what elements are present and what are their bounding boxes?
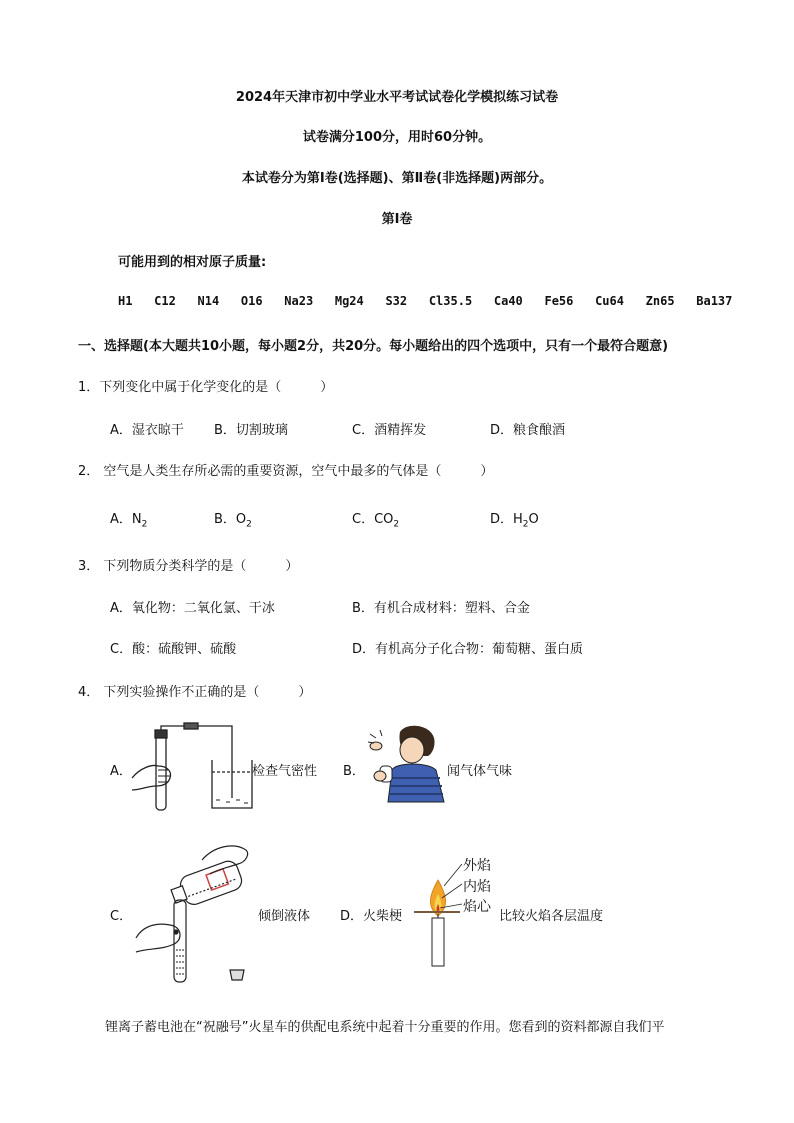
reading-passage: 锂离子蓄电池在“祝融号”火星车的供配电系统中起着十分重要的作用。您看到的资料都源自我们平 [105, 1020, 665, 1035]
atomic-mass-list [118, 294, 732, 308]
airtightness-check-figure [128, 720, 258, 812]
atomic-mass: C12 [154, 294, 176, 308]
atomic-mass: S32 [385, 294, 408, 308]
atomic-mass: O16 [240, 294, 263, 308]
q1-option-c: C．酒精挥发 [352, 423, 427, 438]
atomic-mass: Fe56 [544, 294, 574, 308]
q2-option-a: A．$N_2$ [110, 512, 148, 530]
pour-liquid-figure [130, 840, 258, 990]
q4-option-b-caption: 闻气体气味 [447, 764, 513, 779]
q4-option-b-letter: B． [343, 764, 365, 779]
q3-option-b: B．有机合成材料：塑料、合金 [352, 601, 530, 616]
q2-option-b: B．$O_2$ [214, 512, 252, 530]
atomic-mass: Zn65 [645, 294, 675, 308]
q2-option-d: D．$H_2O$ [490, 512, 539, 530]
atomic-mass: Ba137 [696, 294, 733, 308]
smell-gas-figure [366, 722, 448, 802]
q2-stem: 2． 空气是人类生存所必需的重要资源，空气中最多的气体是（ ） [78, 464, 494, 479]
atomic-mass: H1 [118, 294, 133, 308]
atomic-mass: N14 [197, 294, 220, 308]
atomic-mass: Cu64 [595, 294, 624, 308]
q4-option-d-letter: D．火柴梗 [340, 909, 403, 924]
atomic-mass: Cl35.5 [428, 294, 473, 308]
q3-stem: 3． 下列物质分类科学的是（ ） [78, 559, 299, 574]
atomic-mass: Mg24 [334, 294, 364, 308]
q2-option-c: C．$CO_2$ [352, 512, 400, 530]
section-heading: 一、选择题(本大题共10小题，每小题2分，共20分。每小题给出的四个选项中，只有一个最符合题意) [78, 339, 669, 354]
q1-stem: 1．下列变化中属于化学变化的是（ ） [78, 380, 334, 395]
structure-note: 本试卷分为第Ⅰ卷(选择题)、第Ⅱ卷(非选择题)两部分。 [241, 171, 553, 186]
q4-option-c-letter: C． [110, 909, 133, 924]
volume-title: 第Ⅰ卷 [381, 212, 413, 227]
q4-stem: 4． 下列实验操作不正确的是（ ） [78, 685, 312, 700]
q4-option-c-caption: 倾倒液体 [258, 909, 311, 924]
atomic-mass-label: 可能用到的相对原子质量: [118, 255, 267, 270]
q3-option-d: D．有机高分子化合物：葡萄糖、蛋白质 [352, 642, 584, 657]
flame-label-outer: 外焰 [463, 858, 491, 874]
exam-title: 2024年天津市初中学业水平考试试卷化学模拟练习试卷 [235, 90, 559, 105]
flame-label-core: 焰心 [463, 899, 491, 915]
q3-option-c: C．酸：硫酸钾、硫酸 [110, 642, 237, 657]
q3-option-a: A．氧化物：二氧化氯、干冰 [110, 601, 275, 616]
q1-option-d: D．粮食酿酒 [490, 423, 566, 438]
q4-option-a-letter: A． [110, 764, 132, 779]
atomic-mass: Ca40 [493, 294, 523, 308]
q1-option-a: A．湿衣晾干 [110, 423, 184, 438]
flame-label-inner: 内焰 [463, 879, 491, 895]
q4-option-a-caption: 检查气密性 [252, 764, 318, 779]
q4-option-d-caption: 比较火焰各层温度 [499, 909, 604, 924]
q1-option-b: B．切割玻璃 [214, 423, 288, 438]
score-time-note: 试卷满分100分，用时60分钟。 [302, 130, 492, 145]
atomic-mass: Na23 [284, 294, 314, 308]
